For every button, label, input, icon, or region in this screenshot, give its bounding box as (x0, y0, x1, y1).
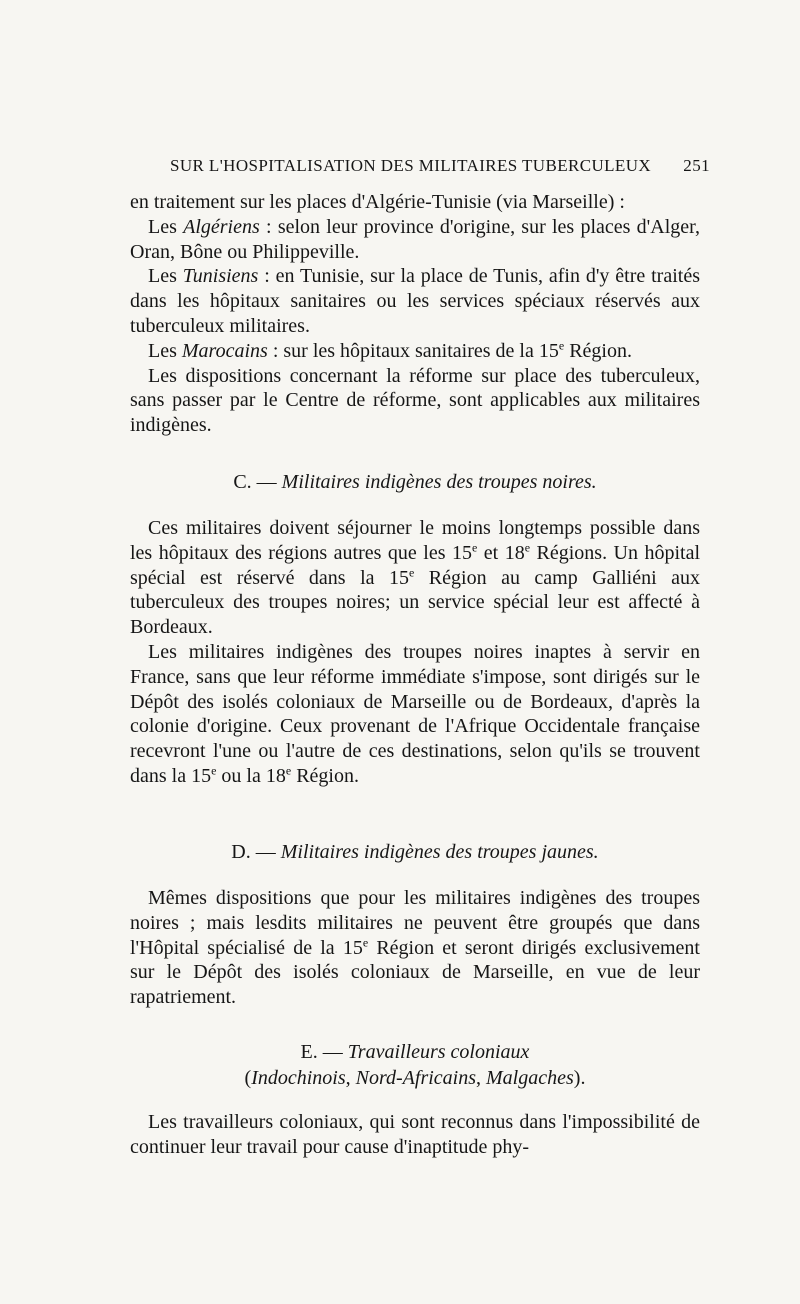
italic-term: Indochinois (251, 1067, 346, 1089)
superscript: e (211, 763, 217, 778)
paragraph: Les dispositions concernant la réforme sur place des tuberculeux, sans passer par le Centre de réforme, sont applicables aux militaires indigènes. (130, 364, 700, 437)
superscript: e (558, 338, 565, 353)
text-run: Les (148, 215, 184, 238)
running-title: SUR L'HOSPITALISATION DES MILITAIRES TUBERCULEUX (170, 156, 652, 175)
superscript: e (524, 540, 531, 555)
paragraph-tunisiens (130, 264, 700, 338)
text-run: Région au camp Galliéni aux tuberculeux des troupes noires; un service spécial leur est affecté à Bordeaux. (130, 566, 701, 639)
text-run: Les (148, 265, 183, 288)
italic-term: Nord-Africains (355, 1067, 477, 1089)
section-heading-e (130, 1040, 700, 1065)
superscript: e (362, 934, 369, 949)
paragraph (130, 886, 700, 1010)
running-header (170, 156, 710, 176)
paren: ). (573, 1067, 586, 1089)
superscript: e (471, 540, 478, 555)
text-block-1 (130, 190, 700, 438)
section-title: Militaires indigènes des troupes noires. (281, 471, 597, 493)
paragraph (130, 516, 700, 640)
separator: , (476, 1067, 487, 1089)
text-run: ou la 18 (216, 764, 286, 787)
paragraph: en traitement sur les places d'Algérie-Tunisie (via Marseille) : (130, 191, 625, 213)
section-title: Travailleurs coloniaux (347, 1041, 530, 1063)
text-run: Les (148, 339, 182, 362)
text-run: Les militaires indigènes des troupes noires inaptes à servir en France, sans que leur réforme immédiate s'impose, sont dirigés sur le Dépôt des isolés coloniaux de Marseille ou de Bordeaux, d'après la colonie d'origine. Ceux provenant de l'Afrique Occidentale française recevront l'une ou l'autre de ces destinations, selon qu'ils se trouvent dans la 15 (130, 640, 700, 787)
text-run: : en Tunisie, sur la place de Tunis, afin d'y être traités dans les hôpitaux sanitaires ou les services spéciaux réservés aux tuberculeux militaires. (130, 265, 700, 337)
text-run: Région et seront dirigés exclusivement sur le Dépôt des isolés coloniaux de Marseille, en vue de leur rapatriement. (130, 936, 700, 1009)
text-block-d (130, 886, 700, 1010)
superscript: e (285, 763, 292, 778)
text-run: : selon leur province d'origine, sur les places d'Alger, Oran, Bône ou Philippeville. (130, 215, 700, 263)
page-number: 251 (683, 156, 710, 175)
section-letter: D. — (231, 841, 281, 863)
paragraph-algeriens (130, 215, 700, 265)
paragraph (130, 640, 700, 789)
text-run: : sur les hôpitaux sanitaires de la 15 (267, 339, 559, 362)
section-letter: C. — (233, 471, 282, 493)
italic-term: Algériens (183, 215, 260, 238)
section-heading-d (130, 840, 700, 865)
paragraph-marocains (130, 339, 700, 364)
superscript: e (409, 564, 415, 579)
section-letter: E. — (300, 1041, 348, 1063)
italic-term: Marocains (181, 339, 268, 362)
section-title: Militaires indigènes des troupes jaunes. (280, 841, 599, 863)
text-run: Ces militaires doivent séjourner le moins longtemps possible dans les hôpitaux des régions autres que les 15 (130, 517, 700, 564)
italic-term: Tunisiens (182, 265, 259, 288)
italic-term: Malgaches (486, 1067, 574, 1089)
text-run: Mêmes dispositions que pour les militaires indigènes des troupes noires ; mais lesdits militaires ne peuvent être groupés que dans l'Hôpital spécialisé de la 15 (130, 887, 700, 959)
separator: , (345, 1067, 356, 1089)
text-run: Région. (291, 764, 359, 787)
text-block-e (130, 1110, 700, 1160)
text-run: Région. (564, 339, 632, 362)
paren: ( (244, 1067, 252, 1089)
paragraph: Les travailleurs coloniaux, qui sont reconnus dans l'impossibilité de continuer leur travail pour cause d'inaptitude phy- (130, 1111, 700, 1158)
section-heading-c (130, 470, 700, 495)
text-block-c (130, 516, 700, 789)
section-subtitle-e (130, 1066, 700, 1091)
text-run: et 18 (477, 541, 525, 564)
text-run: Régions. Un hôpital spécial est réservé dans la 15 (130, 541, 701, 589)
